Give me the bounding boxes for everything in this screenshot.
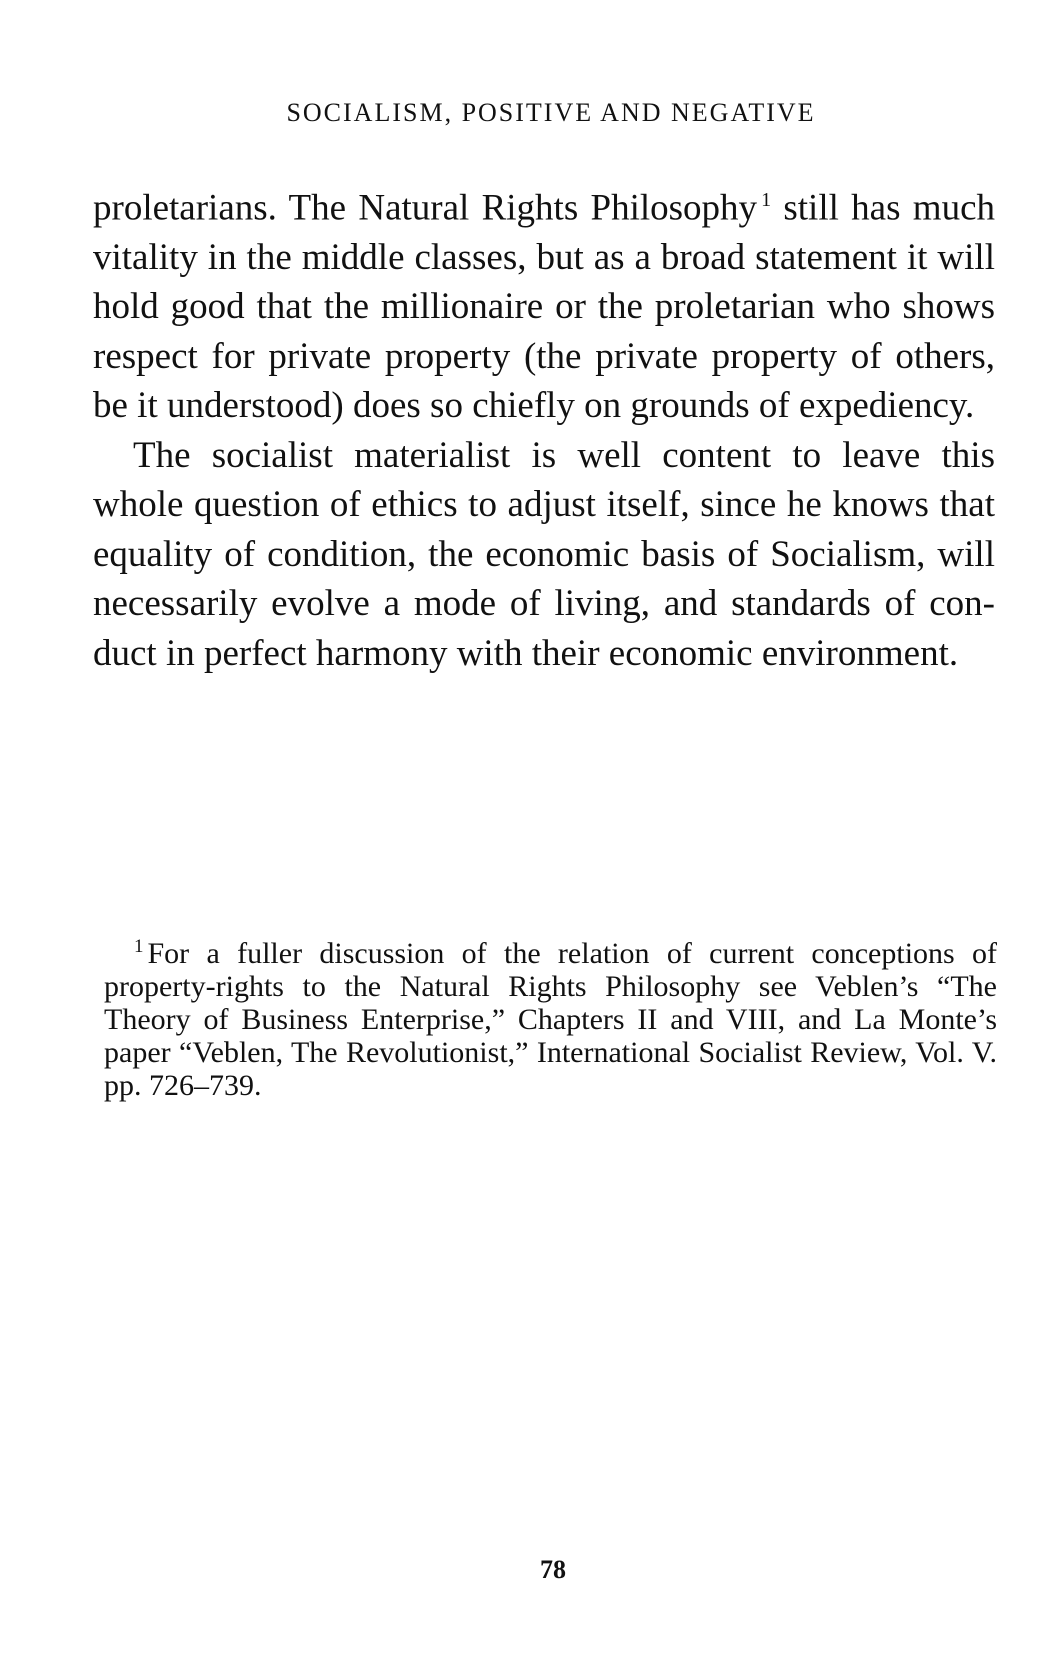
footnote-reference: 1 [761, 189, 772, 211]
footnote-text: For a fuller discussion of the relation of current conceptions of property-rights to the Natural Rights Philosophy see Veblen’s “The Theory of Business Enterprise,” Chapters II and VIII, and La Monte’s paper “Veblen, The Revolutionist,” International Socialist Review, Vol. V. pp. 726–739. [104, 937, 997, 1102]
running-title: SOCIALISM, POSITIVE AND NEGATIVE [286, 98, 816, 127]
footnote-marker: 1 [134, 936, 144, 957]
paragraph-2: The socialist materialist is well content to leave this whole question of ethics to adjust itself, since he knows that equality of condition, the economic basis of Socialism, will necessarily evolve a mode of living, and standards of conduct in perfect harmony with their economic environment. [93, 434, 995, 674]
paragraph-1 [93, 176, 995, 431]
footnote [104, 930, 997, 1102]
main-text [93, 176, 995, 678]
paragraph-1-rest: still has much vitality in the middle classes, but as a broad statement it will hold good that the millionaire or the proletarian who shows respect for private property (the private property of others, be it understood) does so chiefly on grounds of expediency. [93, 187, 995, 427]
page-number: 78 [540, 1555, 566, 1584]
paragraph-1-start: proletarians. The Natural Rights Philosophy [93, 187, 758, 229]
